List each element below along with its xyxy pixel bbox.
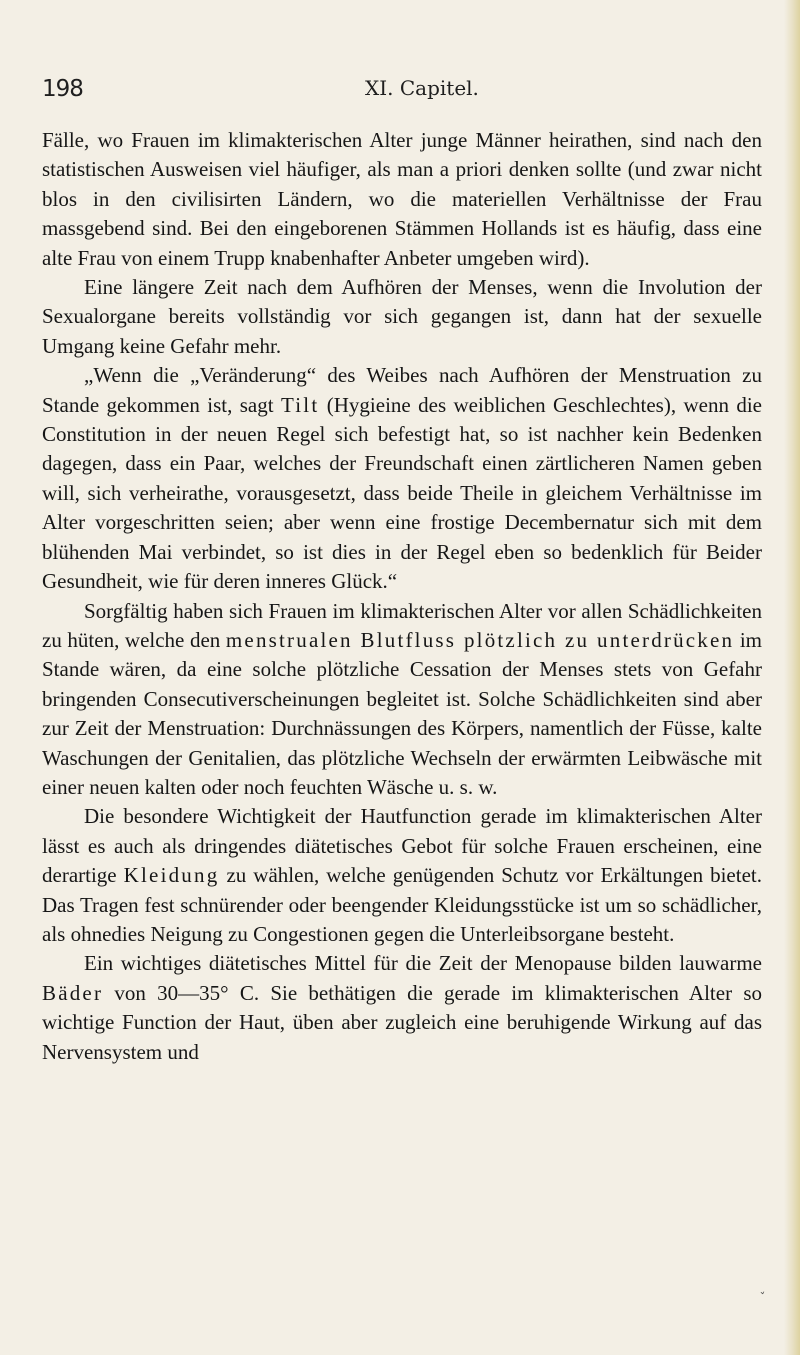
scan-corner-mark: ˇ (759, 1290, 768, 1305)
quote-text-start: „Wenn die „Veränderung“ des Weibes nach Aufhören der Menstruation zu Stande gekommen ist, sagt (42, 363, 762, 417)
page-edge-shadow (784, 0, 800, 1355)
paragraph-2: Eine längere Zeit nach dem Aufhören der Menses, wenn die Involution der Sexualorgane bereits vollständig vor sich gegangen ist, dann hat der sexuelle Umgang keine Gefahr mehr. (42, 275, 762, 358)
paragraph-6 (42, 949, 762, 1067)
paragraph-6-end: von 30—35° C. Sie bethätigen die gerade im klimakterischen Alter so wichtige Function der Haut, üben aber zugleich eine beruhigende Wirkung auf das Nervensystem und (42, 980, 762, 1064)
page-header (42, 76, 762, 108)
paragraph-1: Fälle, wo Frauen im klimakterischen Alter junge Männer heirathen, sind nach den statistischen Ausweisen viel häufiger, als man a priori denken sollte (und zwar nicht blos in den civilisirten Ländern, wo die materiellen Verhältnisse der Frau massgebend sind. Bei den eingeborenen Stämmen Hollands ist es häufig, dass eine alte Frau von einem Trupp knabenhafter Anbeter umgeben wird). (42, 128, 762, 270)
paragraph-5-start: Die besondere Wichtigkeit der Hautfunction gerade im klimakterischen Alter lässt es auch als dringendes diätetisches Gebot für solche Frauen erscheinen, eine derartige (42, 804, 762, 888)
paragraph-4-end: im Stande wären, da eine solche plötzliche Cessation der Menses stets von Gefahr bringenden Consecutiverscheinungen begleitet ist. Solche Schädlichkeiten sind aber zur Zeit der Menstruation: Durchnässungen des Körpers, namentlich der Füsse, kalte Waschungen der Genitalien, das plötzliche Wechseln der erwärmten Leibwäsche mit einer neuen kalten oder noch feuchten Wäsche u. s. w. (42, 627, 762, 799)
emphasis-blutfluss: menstrualen Blutfluss plötzlich zu unterdrücken (225, 627, 735, 652)
paragraph-4 (42, 597, 762, 803)
author-name-tilt: Tilt (280, 392, 320, 417)
quote-text-end: (Hygieine des weiblichen Geschlechtes), wenn die Constitution in der neuen Regel sich befestigt hat, so ist nachher kein Bedenken dagegen, dass ein Paar, welches der Freundschaft einen zärtlicheren Namen geben will, sich verheirathe, vorausgesetzt, dass beide Theile in gleichem Verhältnisse im Alter vorgeschritten seien; aber wenn eine frostige Decembernatur sich mit dem blühenden Mai verbindet, so ist dies in der Regel eben so bedenklich für Beider Gesundheit, wie für deren inneres Glück.“ (42, 392, 762, 594)
body-text (42, 126, 762, 1067)
paragraph-6-start: Ein wichtiges diätetisches Mittel für die Zeit der Menopause bilden lauwarme (84, 951, 762, 976)
paragraph-5-end: zu wählen, welche genügenden Schutz vor Erkältungen bietet. Das Tragen fest schnürender oder beengender Kleidungsstücke ist um so schädlicher, als ohnedies Neigung zu Congestionen gegen die Unterleibsorgane besteht. (42, 863, 762, 946)
page-number: 198 (42, 76, 83, 102)
paragraph-4-start: Sorgfältig haben sich Frauen im klimakterischen Alter vor allen Schädlichkeiten zu hüten, welche den (42, 598, 762, 652)
paragraph-5 (42, 802, 762, 949)
emphasis-kleidung: Kleidung (123, 863, 220, 888)
paragraph-3 (42, 361, 762, 596)
running-head: XI. Capitel. (365, 76, 479, 100)
emphasis-baeder: Bäder (42, 980, 104, 1005)
